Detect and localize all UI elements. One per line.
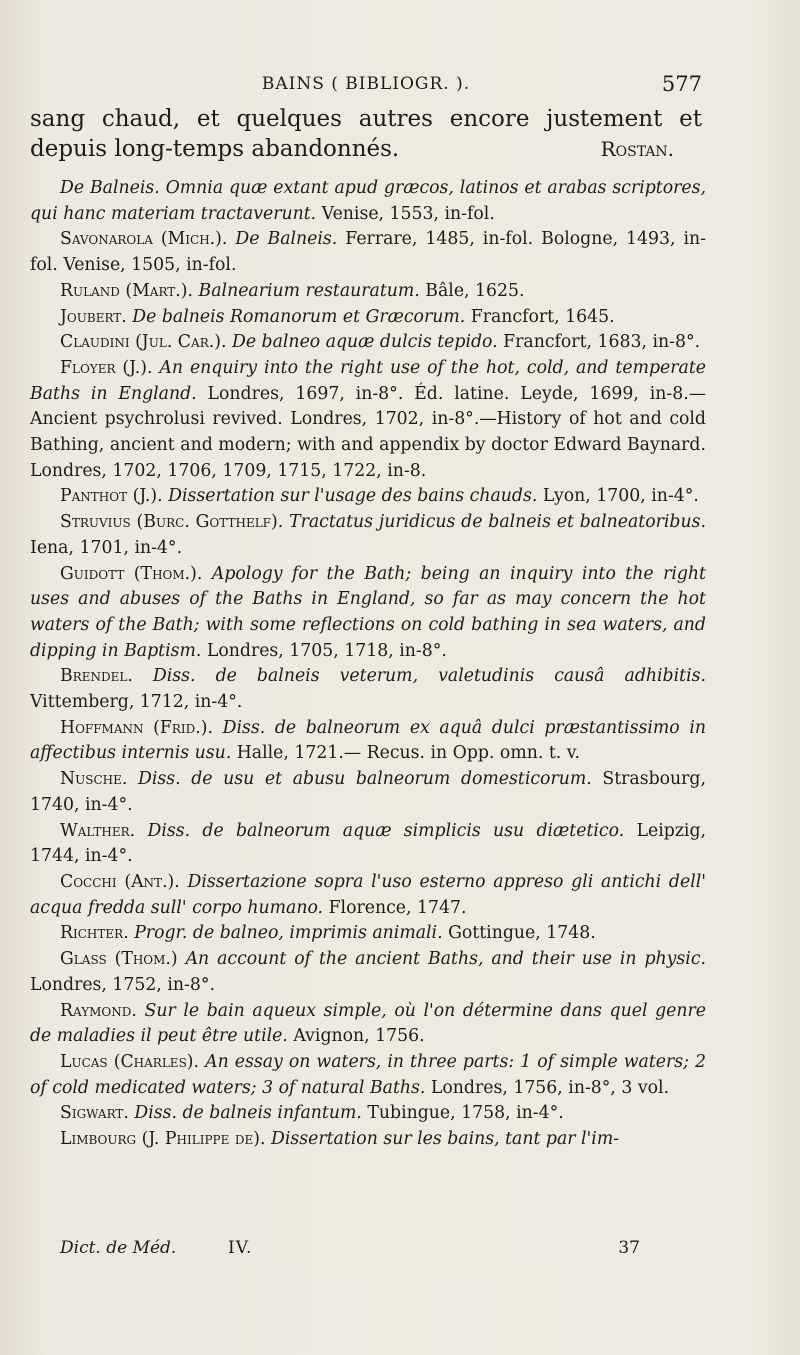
bibliography-entry [30, 999, 706, 1050]
bibliography-entry [30, 330, 706, 356]
entry-title: Dissertation sur l'usage des bains chauds. [168, 486, 538, 507]
entry-publication: Ferrare, 1485, in-fol. Bologne, 1493, in-fol. Venise, 1505, in-fol. [30, 229, 707, 276]
entry-publication: Londres, 1756, in-8°, 3 vol. [430, 1077, 670, 1098]
bibliography-entry [30, 279, 706, 305]
bibliography-entry [30, 484, 706, 510]
entry-title: Balnearium restauratum. [198, 280, 420, 301]
entry-author: Brendel. [60, 666, 133, 687]
entry-publication: Bâle, 1625. [425, 280, 525, 301]
entry-author: Glass (Thom.) [60, 949, 178, 970]
entry-publication: Halle, 1721.— Recus. in Opp. omn. t. v. [236, 743, 580, 764]
entry-author: Panthot (J.). [60, 486, 163, 507]
entry-author: Nusche. [60, 769, 128, 790]
bibliography-entry [30, 921, 706, 947]
running-head: BAINS ( BIBLIOGR. ). [261, 74, 471, 94]
entry-title: Diss. de balneis veterum, valetudinis causâ adhibitis. [152, 666, 706, 687]
entry-author: Sigwart. [60, 1103, 129, 1124]
entry-author: Claudini (Jul. Car.). [60, 332, 227, 353]
footer-dictionary-title: Dict. de Méd. [60, 1238, 177, 1258]
bibliography-entry [30, 227, 706, 278]
bibliography-entry [30, 870, 706, 921]
bibliography-entry [30, 1050, 706, 1101]
bibliography-entry [30, 819, 706, 870]
entry-title: Dissertazione sopra l'uso esterno appreso gli antichi dell' acqua fredda sull' corpo humano. [30, 871, 707, 918]
entry-title: Diss. de balneorum aquæ simplicis usu diætetico. [147, 820, 625, 841]
entry-publication: Londres, 1752, in-8°. [30, 974, 216, 995]
entry-publication: Vittemberg, 1712, in-4°. [30, 692, 243, 713]
entry-author: Joubert. [60, 306, 127, 327]
entry-author: Guidott (Thom.). [60, 563, 203, 584]
bibliography-entry [30, 947, 706, 998]
entry-publication: Leipzig, 1744, in-4°. [30, 820, 707, 867]
entry-title: Sur le bain aqueux simple, où l'on détermine dans quel genre de maladies il peut être utile. [30, 1000, 707, 1047]
opening-paragraph [30, 104, 702, 164]
opening-text: sang chaud, et quelques autres encore justement et depuis long-temps abandonnés. [30, 106, 702, 162]
bibliography-entry [30, 716, 706, 767]
entry-title: Diss. de balneis infantum. [134, 1103, 362, 1124]
entry-title: An account of the ancient Baths, and their use in physic. [185, 949, 706, 970]
entry-author: Raymond. [60, 1000, 137, 1021]
entry-publication: Lyon, 1700, in-4°. [542, 486, 699, 507]
entry-publication: Francfort, 1683, in-8°. [503, 332, 701, 353]
page-number: 577 [661, 72, 702, 96]
bibliography-entry [30, 176, 706, 227]
entry-title: De balneo aquæ dulcis tepido. [231, 332, 498, 353]
entry-title: Diss. de balneorum ex aquâ dulci præstantissimo in affectibus internis usu. [30, 717, 706, 764]
bibliography-entry [30, 510, 706, 561]
entry-title: Apology for the Bath; being an inquiry into the right uses and abuses of the Baths in England, so far as may concern the hot waters of the Bath; with some reflections on cold bathing in sea waters, and dipping in Baptism. [30, 563, 706, 661]
bibliography-entry [30, 664, 706, 715]
entry-title: Dissertation sur les bains, tant par l'im- [270, 1129, 620, 1150]
entry-publication: Strasbourg, 1740, in-4°. [30, 769, 706, 815]
bibliography-list [30, 176, 706, 1153]
entry-title: Progr. de balneo, imprimis animali. [134, 923, 443, 944]
page-header [30, 72, 702, 102]
entry-publication: Iena, 1701, in-4°. [30, 537, 183, 558]
entry-author: Richter. [60, 923, 129, 944]
bibliography-entry [30, 305, 706, 331]
entry-author: Savonarola (Mich.). [60, 229, 228, 250]
footer-sheet-number: 37 [618, 1238, 640, 1258]
entry-publication: Venise, 1553, in-fol. [321, 203, 495, 224]
entry-publication: Francfort, 1645. [470, 306, 615, 327]
bibliography-entry [30, 1101, 706, 1127]
entry-author: Floyer (J.). [60, 357, 153, 378]
entry-author: Cocchi (Ant.). [60, 871, 180, 892]
entry-title: Tractatus juridicus de balneis et balneatoribus. [289, 512, 706, 533]
entry-title: De balneis Romanorum et Græcorum. [132, 306, 466, 327]
bibliography-entry [30, 356, 706, 485]
footer-volume: IV. [228, 1238, 253, 1258]
entry-title: An enquiry into the right use of the hot, cold, and temperate Baths in England. [30, 357, 706, 404]
bibliography-entry [30, 767, 706, 818]
page-footer [60, 1238, 640, 1268]
entry-author: Lucas (Charles). [60, 1051, 200, 1072]
entry-title: An essay on waters, in three parts: 1 of simple waters; 2 of cold medicated waters; 3 of natural Baths. [30, 1051, 707, 1098]
opening-signature: Rostan. [600, 137, 674, 161]
entry-publication: Florence, 1747. [328, 897, 467, 918]
bibliography-entry [30, 562, 706, 665]
entry-author: Walther. [60, 820, 136, 841]
entry-publication: Londres, 1705, 1718, in-8°. [206, 640, 447, 661]
bibliography-entry [30, 1127, 706, 1153]
entry-title: Diss. de usu et abusu balneorum domesticorum. [138, 769, 592, 790]
entry-author: Hoffmann (Frid.). [60, 717, 213, 738]
entry-author: Struvius (Burc. Gotthelf). [60, 512, 284, 533]
entry-publication: Avignon, 1756. [293, 1026, 425, 1047]
entry-title: De Balneis. Omnia quæ extant apud græcos, latinos et arabas scriptores, qui hanc materiam tractaverunt. [30, 178, 706, 224]
entry-publication: Tubingue, 1758, in-4°. [367, 1103, 564, 1124]
entry-author: Limbourg (J. Philippe de). [60, 1129, 266, 1150]
entry-publication: Londres, 1697, in-8°. Éd. latine. Leyde, 1699, in-8.— Ancient psychrolusi revived. Londres, 1702, in-8°.—History of hot and cold Bathing, ancient and modern; with and appendix by doctor Edward Baynard. Londres, 1702, 1706, 1709, 1715, 1722, in-8. [30, 383, 706, 481]
entry-publication: Gottingue, 1748. [448, 923, 596, 944]
entry-author: Ruland (Mart.). [60, 280, 194, 301]
entry-title: De Balneis. [235, 229, 338, 250]
